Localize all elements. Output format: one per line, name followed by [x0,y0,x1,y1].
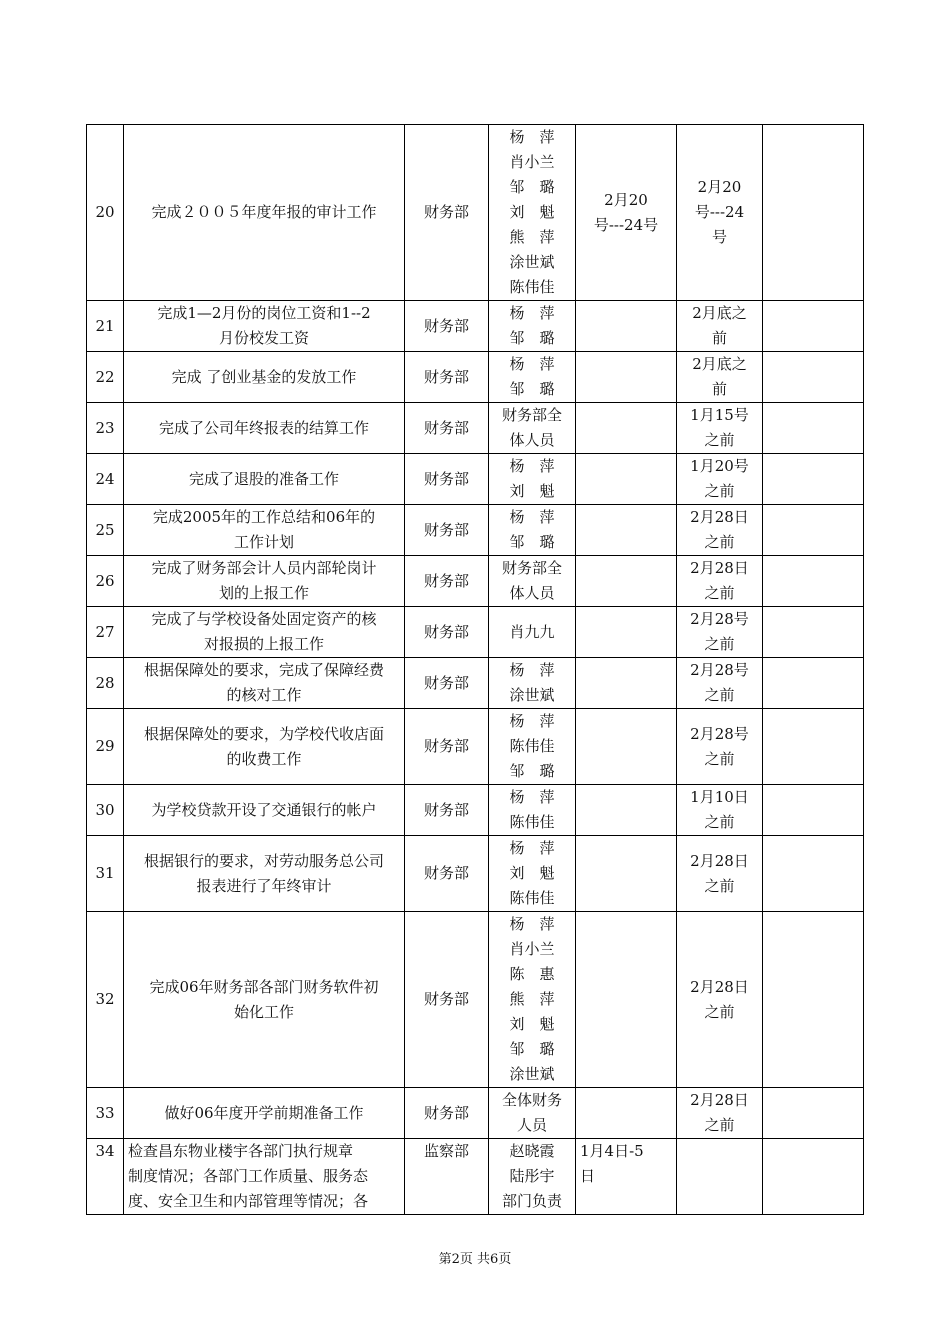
planned-time-cell [576,709,677,785]
department-cell: 财务部 [405,709,489,785]
note-cell [763,709,864,785]
planned-time-cell [576,1088,677,1139]
note-cell [763,912,864,1088]
responsible-people-cell: 杨 萍 邹 璐 [489,505,576,556]
completion-time-cell: 2月底之 前 [677,301,763,352]
planned-time-cell [576,301,677,352]
table-row [87,505,864,556]
row-number: 25 [87,505,124,556]
planned-time-cell [576,912,677,1088]
completion-time-cell: 2月底之 前 [677,352,763,403]
department-cell: 财务部 [405,836,489,912]
completion-time-cell: 2月28日 之前 [677,556,763,607]
department-cell: 财务部 [405,403,489,454]
row-number: 29 [87,709,124,785]
note-cell [763,836,864,912]
department-cell: 财务部 [405,1088,489,1139]
note-cell [763,1088,864,1139]
page-footer: 第2页 共6页 [438,1252,512,1267]
department-cell: 财务部 [405,352,489,403]
table-row [87,1088,864,1139]
table-body [87,125,864,1215]
note-cell [763,556,864,607]
planned-time-cell: 2月20 号---24号 [576,125,677,301]
completion-time-cell: 2月20 号---24 号 [677,125,763,301]
planned-time-cell [576,785,677,836]
task-cell: 根据银行的要求，对劳动服务总公司 报表进行了年终审计 [124,836,405,912]
responsible-people-cell: 财务部全 体人员 [489,556,576,607]
row-number: 28 [87,658,124,709]
completion-time-cell: 1月15号 之前 [677,403,763,454]
row-number: 24 [87,454,124,505]
responsible-people-cell: 杨 萍 肖小兰 陈 惠 熊 萍 刘 魁 邹 璐 涂世斌 [489,912,576,1088]
department-cell: 财务部 [405,301,489,352]
responsible-people-cell: 杨 萍 邹 璐 [489,352,576,403]
row-number: 32 [87,912,124,1088]
planned-time-cell [576,607,677,658]
table-row [87,556,864,607]
note-cell [763,125,864,301]
responsible-people-cell: 杨 萍 邹 璐 [489,301,576,352]
planned-time-cell [576,658,677,709]
row-number: 33 [87,1088,124,1139]
completion-time-cell: 2月28号 之前 [677,709,763,785]
task-cell: 做好06年度开学前期准备工作 [124,1088,405,1139]
task-cell: 完成06年财务部各部门财务软件初 始化工作 [124,912,405,1088]
completion-time-cell: 2月28日 之前 [677,836,763,912]
work-plan-table [86,124,864,1215]
department-cell: 财务部 [405,125,489,301]
note-cell [763,785,864,836]
note-cell [763,352,864,403]
table-row [87,301,864,352]
task-cell: 完成了退股的准备工作 [124,454,405,505]
completion-time-cell: 2月28日 之前 [677,505,763,556]
task-cell: 根据保障处的要求，为学校代收店面 的收费工作 [124,709,405,785]
responsible-people-cell: 财务部全 体人员 [489,403,576,454]
table-row [87,125,864,301]
department-cell: 财务部 [405,454,489,505]
table-row [87,403,864,454]
task-cell: 完成２００５年度年报的审计工作 [124,125,405,301]
task-cell: 完成2005年的工作总结和06年的 工作计划 [124,505,405,556]
note-cell [763,607,864,658]
department-cell: 财务部 [405,556,489,607]
task-cell: 完成了财务部会计人员内部轮岗计 划的上报工作 [124,556,405,607]
row-number: 20 [87,125,124,301]
department-cell: 监察部 [405,1139,489,1215]
responsible-people-cell: 肖九九 [489,607,576,658]
responsible-people-cell: 杨 萍 陈伟佳 [489,785,576,836]
note-cell [763,454,864,505]
responsible-people-cell: 赵晓霞 陆彤宇 部门负责 [489,1139,576,1215]
responsible-people-cell: 杨 萍 刘 魁 陈伟佳 [489,836,576,912]
department-cell: 财务部 [405,658,489,709]
responsible-people-cell: 杨 萍 刘 魁 [489,454,576,505]
table-row [87,454,864,505]
table-row [87,836,864,912]
responsible-people-cell: 杨 萍 陈伟佳 邹 璐 [489,709,576,785]
completion-time-cell [677,1139,763,1215]
planned-time-cell [576,352,677,403]
department-cell: 财务部 [405,785,489,836]
table-row [87,1139,864,1215]
planned-time-cell: 1月4日-5 日 [576,1139,677,1215]
table-row [87,352,864,403]
row-number: 21 [87,301,124,352]
planned-time-cell [576,505,677,556]
note-cell [763,505,864,556]
note-cell [763,658,864,709]
row-number: 27 [87,607,124,658]
responsible-people-cell: 杨 萍 肖小兰 邹 璐 刘 魁 熊 萍 涂世斌 陈伟佳 [489,125,576,301]
task-cell: 完成了公司年终报表的结算工作 [124,403,405,454]
task-cell: 根据保障处的要求，完成了保障经费 的核对工作 [124,658,405,709]
task-cell: 检查昌东物业楼宇各部门执行规章 制度情况；各部门工作质量、服务态 度、安全卫生和内部管理等情况；各 [124,1139,405,1215]
row-number: 30 [87,785,124,836]
completion-time-cell: 2月28日 之前 [677,1088,763,1139]
department-cell: 财务部 [405,505,489,556]
row-number: 34 [87,1139,124,1215]
completion-time-cell: 1月20号 之前 [677,454,763,505]
row-number: 26 [87,556,124,607]
responsible-people-cell: 全体财务 人员 [489,1088,576,1139]
table-row [87,709,864,785]
responsible-people-cell: 杨 萍 涂世斌 [489,658,576,709]
row-number: 31 [87,836,124,912]
department-cell: 财务部 [405,912,489,1088]
completion-time-cell: 2月28号 之前 [677,607,763,658]
note-cell [763,1139,864,1215]
note-cell [763,301,864,352]
table-row [87,658,864,709]
planned-time-cell [576,556,677,607]
task-cell: 完成 了创业基金的发放工作 [124,352,405,403]
planned-time-cell [576,454,677,505]
task-cell: 完成1—2月份的岗位工资和1--2 月份校发工资 [124,301,405,352]
department-cell: 财务部 [405,607,489,658]
completion-time-cell: 2月28日 之前 [677,912,763,1088]
row-number: 23 [87,403,124,454]
planned-time-cell [576,836,677,912]
table-row [87,785,864,836]
task-cell: 为学校贷款开设了交通银行的帐户 [124,785,405,836]
task-cell: 完成了与学校设备处固定资产的核 对报损的上报工作 [124,607,405,658]
completion-time-cell: 1月10日 之前 [677,785,763,836]
table-row [87,607,864,658]
row-number: 22 [87,352,124,403]
completion-time-cell: 2月28号 之前 [677,658,763,709]
table-row [87,912,864,1088]
note-cell [763,403,864,454]
planned-time-cell [576,403,677,454]
